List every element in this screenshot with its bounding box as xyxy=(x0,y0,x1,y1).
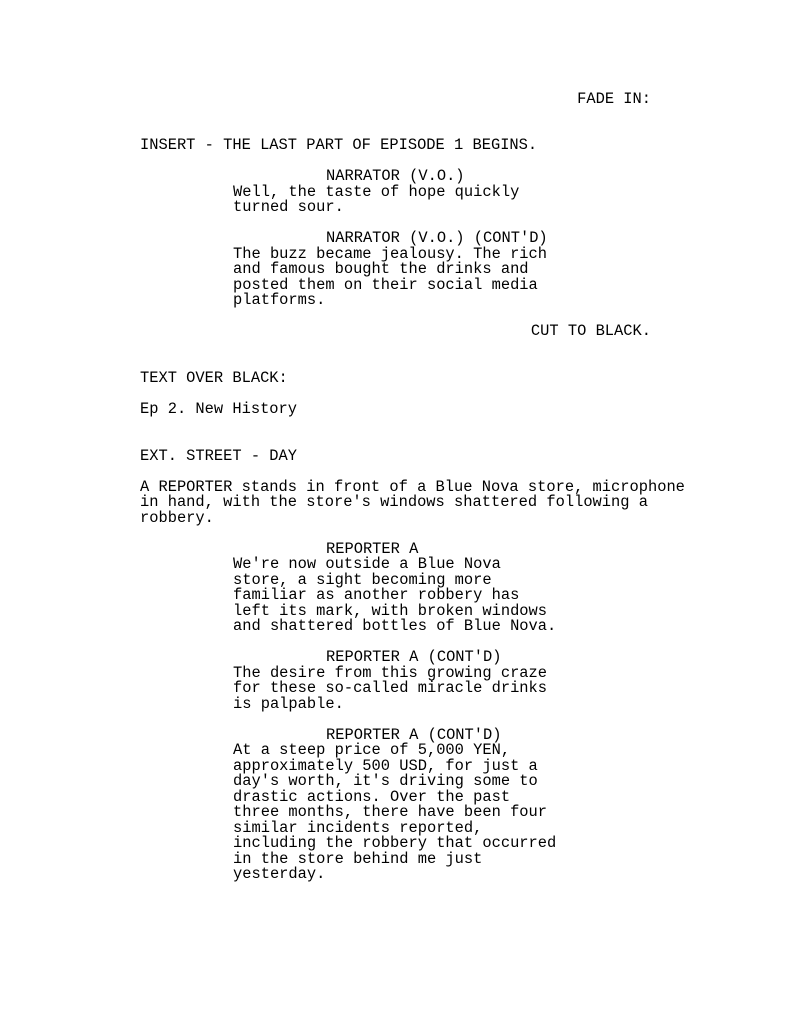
dialogue-line: store, a sight becoming more xyxy=(233,571,492,589)
dialogue-line: approximately 500 USD, for just a xyxy=(233,757,538,775)
dialogue-line: platforms. xyxy=(233,291,326,309)
action-line: A REPORTER stands in front of a Blue Nova store, microphone xyxy=(140,478,685,496)
dialogue-line: three months, there have been four xyxy=(233,803,548,821)
character-name: REPORTER A xyxy=(326,540,419,558)
episode-title: Ep 2. New History xyxy=(140,400,298,418)
scene-heading: EXT. STREET - DAY xyxy=(140,447,298,465)
action-line: robbery. xyxy=(140,509,214,527)
insert-line: INSERT - THE LAST PART OF EPISODE 1 BEGINS. xyxy=(140,136,538,154)
action-line: in hand, with the store's windows shattered following a xyxy=(140,493,648,511)
dialogue-line: left its mark, with broken windows xyxy=(233,602,548,620)
text-over-black: TEXT OVER BLACK: xyxy=(140,369,288,387)
transition-cut-to-black: CUT TO BLACK. xyxy=(530,322,651,340)
character-name: NARRATOR (V.O.) (CONT'D) xyxy=(326,229,548,247)
dialogue-line: posted them on their social media xyxy=(233,276,538,294)
dialogue-line: yesterday. xyxy=(233,865,326,883)
dialogue-line: turned sour. xyxy=(233,198,344,216)
dialogue-line: We're now outside a Blue Nova xyxy=(233,555,501,573)
dialogue-line: for these so-called miracle drinks xyxy=(233,679,548,697)
dialogue-line: in the store behind me just xyxy=(233,850,483,868)
dialogue-line: and famous bought the drinks and xyxy=(233,260,529,278)
character-name: NARRATOR (V.O.) xyxy=(326,167,465,185)
dialogue-line: day's worth, it's driving some to xyxy=(233,772,538,790)
dialogue-line: Well, the taste of hope quickly xyxy=(233,183,520,201)
dialogue-line: At a steep price of 5,000 YEN, xyxy=(233,741,511,759)
dialogue-line: is palpable. xyxy=(233,695,344,713)
dialogue-line: The buzz became jealousy. The rich xyxy=(233,245,548,263)
dialogue-line: and shattered bottles of Blue Nova. xyxy=(233,617,557,635)
dialogue-line: The desire from this growing craze xyxy=(233,664,548,682)
character-name: REPORTER A (CONT'D) xyxy=(326,648,502,666)
dialogue-line: similar incidents reported, xyxy=(233,819,483,837)
dialogue-line: familiar as another robbery has xyxy=(233,586,520,604)
dialogue-line: drastic actions. Over the past xyxy=(233,788,511,806)
dialogue-line: including the robbery that occurred xyxy=(233,834,557,852)
transition-fade-in: FADE IN: xyxy=(577,90,651,108)
character-name: REPORTER A (CONT'D) xyxy=(326,726,502,744)
